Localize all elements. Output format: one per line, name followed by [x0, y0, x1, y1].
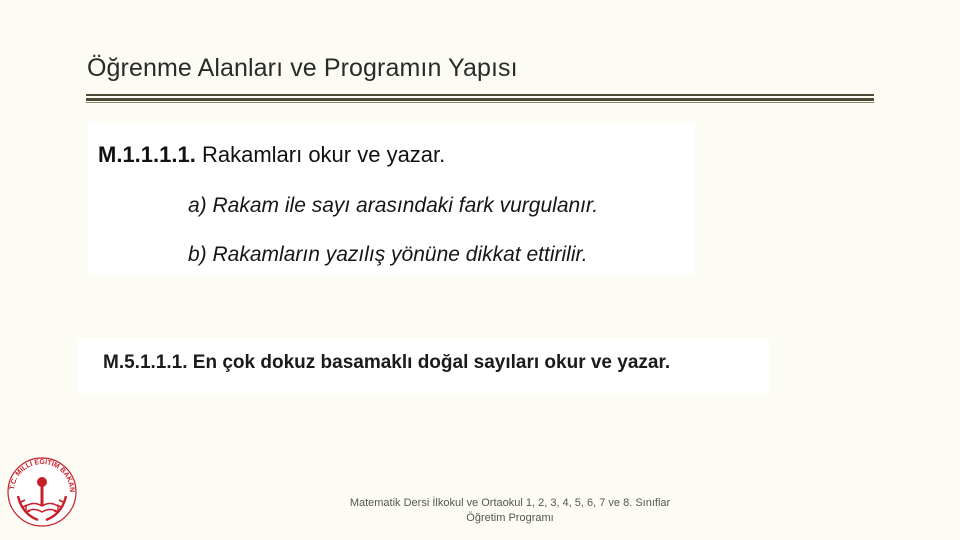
outcome-box-grade1 [88, 123, 695, 275]
outcome-box-grade5 [77, 338, 769, 393]
meb-logo [4, 446, 80, 532]
outcome-code: M.5.1.1.1. [103, 352, 188, 373]
logo-arc-text: T.C. MİLLİ EĞİTİM BAKAN [9, 458, 76, 493]
outcome-line [103, 352, 670, 374]
meb-emblem-icon [4, 446, 80, 532]
outcome-text: Rakamları okur ve yazar. [195, 142, 446, 167]
outcome-heading [98, 142, 445, 168]
slide-title: Öğrenme Alanları ve Programın Yapısı [87, 54, 518, 82]
footer-program-subtitle: Öğretim Programı [466, 512, 554, 524]
footer-program-title: Matematik Dersi İlkokul ve Ortaokul 1, 2, 3, 4, 5, 6, 7 ve 8. Sınıflar [349, 497, 671, 509]
outcome-text: En çok dokuz basamaklı doğal sayıları okur ve yazar. [187, 352, 671, 373]
outcome-code: M.1.1.1.1. [98, 142, 196, 167]
title-rule-top [86, 94, 874, 96]
title-rule-thick [86, 98, 874, 101]
title-rule-bottom [86, 102, 874, 103]
outcome-note-a: a) Rakam ile sayı arasındaki fark vurgulanır. [188, 194, 599, 217]
outcome-note-b: b) Rakamların yazılış yönüne dikkat ettirilir. [188, 243, 588, 266]
